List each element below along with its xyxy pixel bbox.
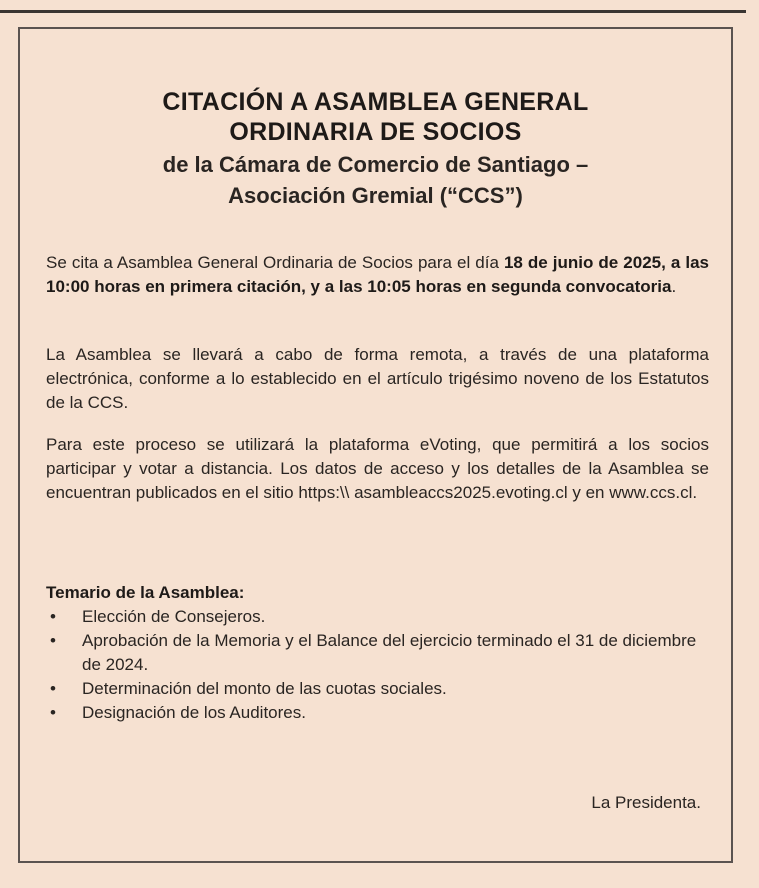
bullet-icon: •	[50, 703, 56, 722]
bullet-icon: •	[50, 631, 56, 650]
notice-subtitle-line-2: Asociación Gremial (“CCS”)	[228, 183, 523, 208]
paragraph-convocation	[46, 251, 709, 299]
agenda-item-text: Determinación del monto de las cuotas sociales.	[82, 679, 447, 698]
bullet-icon: •	[50, 679, 56, 698]
notice-title-line-2: ORDINARIA DE SOCIOS	[229, 118, 522, 146]
agenda-item-text: Designación de los Auditores.	[82, 703, 306, 722]
notice-subtitle-line-1: de la Cámara de Comercio de Santiago –	[162, 152, 589, 177]
notice-title-line-1: CITACIÓN A ASAMBLEA GENERAL	[162, 88, 589, 116]
meeting-date-time: 18 de junio de 2025, a las 10:00 horas en primera citación, y a las 10:05 horas en segunda convocatoria	[46, 253, 709, 296]
paragraph-remote-meeting: La Asamblea se llevará a cabo de forma remota, a través de una plataforma electrónica, conforme a lo establecido en el artículo trigésimo noveno de los Estatutos de la CCS.	[46, 345, 709, 412]
signature: La Presidenta.	[591, 793, 701, 812]
agenda-item	[46, 629, 709, 677]
paragraph-evoting: Para este proceso se utilizará la plataforma eVoting, que permitirá a los socios participar y votar a distancia. Los datos de acceso y los detalles de la Asamblea se encuentran publicados en el sitio https:\\ asambleaccs2025.evoting.cl y en www.ccs.cl.	[46, 435, 709, 502]
agenda-item-text: Aprobación de la Memoria y el Balance del ejercicio terminado el 31 de diciembre de 2024.	[82, 631, 697, 674]
notice-frame	[18, 27, 733, 863]
notice-heading	[20, 87, 731, 211]
agenda-item	[46, 677, 709, 701]
bullet-icon: •	[50, 607, 56, 626]
top-divider	[0, 0, 746, 13]
agenda-item	[46, 701, 709, 725]
paragraph-convocation-end: .	[671, 277, 677, 296]
agenda-title: Temario de la Asamblea:	[46, 583, 245, 602]
paragraph-convocation-intro: Se cita a Asamblea General Ordinaria de Socios para el día	[46, 253, 504, 272]
agenda-list	[46, 605, 709, 725]
agenda-item	[46, 605, 709, 629]
agenda-item-text: Elección de Consejeros.	[82, 607, 266, 626]
